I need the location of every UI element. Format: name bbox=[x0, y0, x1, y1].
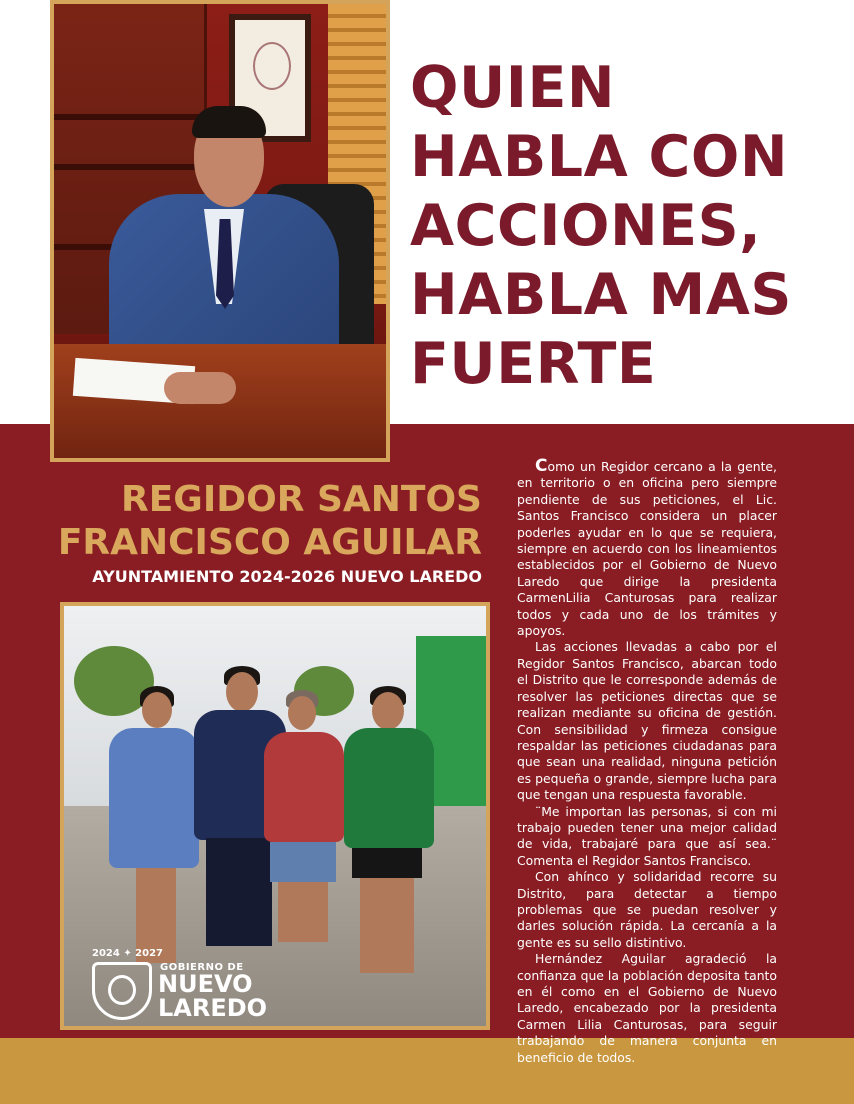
group-community-photo bbox=[60, 602, 490, 1030]
regidor-name-title: REGIDOR SANTOS FRANCISCO AGUILAR bbox=[57, 479, 482, 563]
drop-cap: C bbox=[535, 456, 548, 476]
article-paragraph-4: Con ahínco y solidaridad recorre su Distrito, para detectar a tiempo problemas que se puedan resolver y darles solución rápida. La cercanía a la gente es su sello distintivo. bbox=[517, 869, 777, 950]
ayuntamiento-subtitle: AYUNTAMIENTO 2024-2026 NUEVO LAREDO bbox=[92, 567, 482, 586]
shield-icon bbox=[92, 962, 152, 1020]
page-headline: QUIEN HABLA CON ACCIONES, HABLA MAS FUERTE bbox=[410, 55, 792, 397]
logo-line-gobierno: GOBIERNO DE bbox=[160, 962, 244, 973]
article-paragraph-5: Hernández Aguilar agradeció la confianza que la población deposita tanto en él como en el Gobierno de Nuevo Laredo, encabezado por la presidenta Carmen Lilia Canturosas, para seguir trabajando de manera conjunta en beneficio de todos. bbox=[517, 951, 777, 1065]
article-paragraph-1: Como un Regidor cercano a la gente, en territorio o en oficina pero siempre pendiente de sus peticiones, el Lic. Santos Francisco considera un placer poderles ayudar en lo que se requiera, siempre en acuerdo con los lineamientos establecidos por el Gobierno de Nuevo Laredo que dirige la presidenta CarmenLilia Canturosas para realizar todos y cada uno de los trámites y apoyos. bbox=[517, 456, 777, 639]
logo-line-nuevo: NUEVO bbox=[158, 970, 253, 998]
logo-line-laredo: LAREDO bbox=[158, 994, 268, 1022]
article-paragraph-3: ¨Me importan las personas, si con mi trabajo pueden tener una mejor calidad de vida, trabajaré para que así sea.¨ Comenta el Regidor Santos Francisco. bbox=[517, 803, 777, 868]
gobierno-nuevo-laredo-logo bbox=[90, 948, 290, 1022]
office-portrait-photo bbox=[50, 0, 390, 462]
logo-years: 2024 ✦ 2027 bbox=[92, 948, 164, 959]
article-body bbox=[517, 458, 777, 1066]
article-paragraph-2: Las acciones llevadas a cabo por el Regidor Santos Francisco, abarcan todo el Distrito que le corresponde además de resolver las peticiones directas que se realizan mediante su oficina de gestión. Con sensibilidad y firmeza consigue respaldar las peticiones ciudadanas para que sean una realidad, ninguna petición es pequeña o grande, siempre lucha para que tengan una respuesta favorable. bbox=[517, 639, 777, 803]
